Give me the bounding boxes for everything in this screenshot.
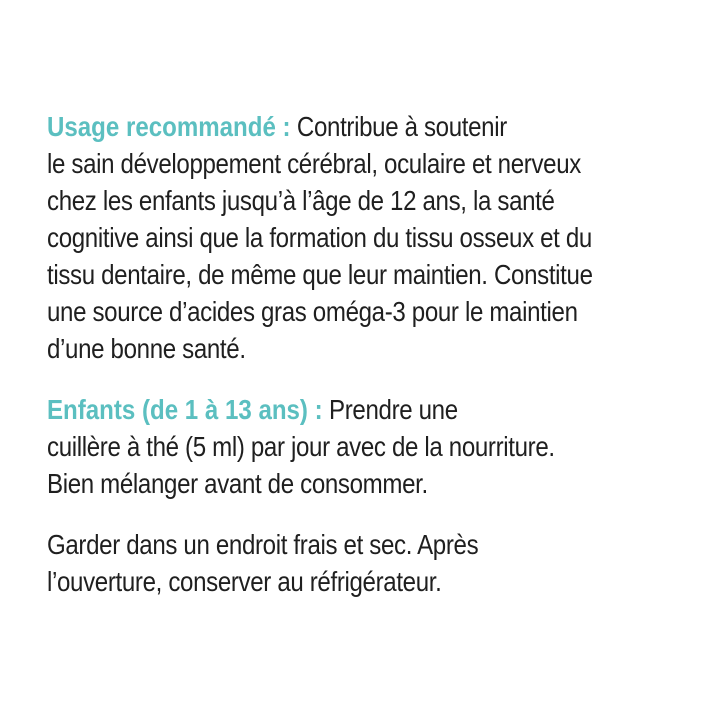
usage-line: une source d’acides gras oméga-3 pour le maintien xyxy=(47,296,578,327)
storage-line: Garder dans un endroit frais et sec. Après xyxy=(47,529,479,560)
usage-line: chez les enfants jusqu’à l’âge de 12 ans, la santé xyxy=(47,185,555,216)
usage-paragraph xyxy=(47,108,692,367)
children-dosage-heading: Enfants (de 1 à 13 ans) : xyxy=(47,394,323,425)
children-dosage-line: Bien mélanger avant de consommer. xyxy=(47,468,428,499)
usage-line: tissu dentaire, de même que leur maintien. Constitue xyxy=(47,259,593,290)
children-dosage-line: Prendre une xyxy=(329,394,458,425)
product-label-text xyxy=(47,108,692,624)
usage-line: Contribue à soutenir xyxy=(296,111,507,142)
usage-line: d’une bonne santé. xyxy=(47,333,246,364)
usage-line: cognitive ainsi que la formation du tissu osseux et du xyxy=(47,222,592,253)
children-dosage-paragraph xyxy=(47,391,692,502)
usage-line: le sain développement cérébral, oculaire et nerveux xyxy=(47,148,581,179)
storage-line: l’ouverture, conserver au réfrigérateur. xyxy=(47,566,442,597)
storage-paragraph xyxy=(47,526,692,600)
children-dosage-line: cuillère à thé (5 ml) par jour avec de la nourriture. xyxy=(47,431,555,462)
usage-heading: Usage recommandé : xyxy=(47,111,291,142)
